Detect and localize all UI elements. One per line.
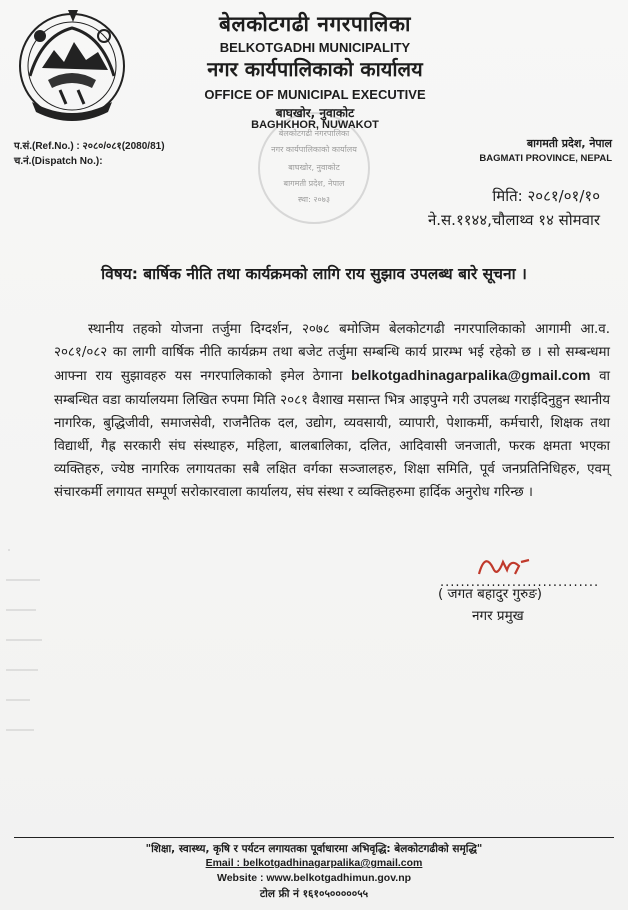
address-np: बाघखोर, नुवाकोट (275, 106, 355, 120)
signer-name: ( जगत बहादुर गुरुङ) (438, 586, 543, 602)
body-email: belkotgadhinagarpalika@gmail.com (351, 367, 591, 384)
footer-email: Email : belkotgadhinagarpalika@gmail.com (205, 857, 423, 869)
signer-title: नगर प्रमुख (472, 608, 524, 624)
stamp-line-1: बेलकोटगढी नगरपालिका (278, 129, 350, 138)
footer-tollfree: टोल फ्री नं १६१०५०००००५५ (259, 888, 369, 900)
nepal-emblem-icon (12, 6, 132, 126)
stamp-line-3: बाघखोर, नुवाकोट (288, 163, 340, 172)
dispatch-number: च.नं.(Dispatch No.): (14, 156, 103, 167)
notice-body (54, 318, 610, 505)
stamp-line-4: बागमती प्रदेश, नेपाल (283, 179, 345, 188)
office-name-en: OFFICE OF MUNICIPAL EXECUTIVE (204, 87, 426, 102)
stamp-line-2: नगर कार्यपालिकाको कार्यालय (271, 145, 357, 154)
office-stamp (258, 112, 370, 224)
footer-slogan: "शिक्षा, स्वास्थ्य, कृषि र पर्यटन लगायतका पूर्वाधारमा अभिवृद्धि: बेलकोटगढीको समृद्धि" (145, 843, 483, 855)
reference-number: प.सं.(Ref.No.) : २०८०/०८१(2080/81) (14, 141, 165, 152)
stamp-line-5: स्था: २०७३ (297, 195, 330, 204)
municipality-name-np: बेलकोटगढी नगरपालिका (219, 12, 411, 36)
body-part-2: वा सम्बन्धित वडा कार्यालयमा लिखित रुपमा मिति २०८१ वैशाख मसान्त भित्र आइपुग्ने गरी उपलब्ध गराईदिनुहुन स्थानीय नागरिक, बुद्धिजीवी, समाजसेवी, राजनैतिक दल, उद्योग, व्यवसायी, व्यापारी, पेशाकर्मी, कर्मचारी, शिक्षक तथा विद्यार्थी, गैह्र सरकारी संघ संस्थाहरु, महिला, बालबालिका, दलित, आदिवासी जनजाती, फरक क्षमता भएका व्यक्तिहरु, ज्येष्ठ नागरिक लगायतका सबै लक्षित वर्गका सञ्जालहरु, शिक्षा समिति, पूर्व जनप्रतिनिधिहरु, एवम् संचारकर्मी लगायत सम्पूर्ण सरोकारवाला कार्यालय, संघ संस्था र व्यक्तिहरुमा हार्दिक अनुरोध गरिन्छ । (54, 369, 611, 501)
nepal-sambat-date: ने.स.११४४,चौलाथ्व १४ सोमवार (427, 211, 600, 229)
address-en: BAGHKHOR, NUWAKOT (251, 119, 379, 131)
municipality-name-en: BELKOTGADHI MUNICIPALITY (219, 40, 411, 55)
faint-margin-marks (0, 540, 60, 780)
footer-divider (14, 837, 614, 838)
body-part-1: स्थानीय तहको योजना तर्जुमा दिग्दर्शन, २०७८ बमोजिम बेलकोटगढी नगरपालिकाको आगामी आ.व. २०८१/०८२ का लागी वार्षिक नीति कार्यक्रम तथा बजेट तर्जुमा सम्बन्धि कार्य प्रारम्भ भई रहेको छ । सो सम्बन्धमा आफ्ना राय सुझावहरु यस नगरपालिकाको इमेल ठेगाना (54, 322, 610, 385)
date-line: मिति: २०८१/०१/१० (492, 187, 600, 205)
subject-line: विषय: बार्षिक नीति तथा कार्यक्रमको लागि राय सुझाव उपलब्ध बारे सूचना । (101, 265, 527, 283)
province-en: BAGMATI PROVINCE, NEPAL (479, 153, 612, 164)
footer-website: Website : www.belkotgadhimun.gov.np (216, 872, 412, 884)
signature-line: ............................... (440, 575, 600, 590)
office-name-np: नगर कार्यपालिकाको कार्यालय (207, 57, 423, 81)
province-np: बागमती प्रदेश, नेपाल (526, 137, 612, 150)
